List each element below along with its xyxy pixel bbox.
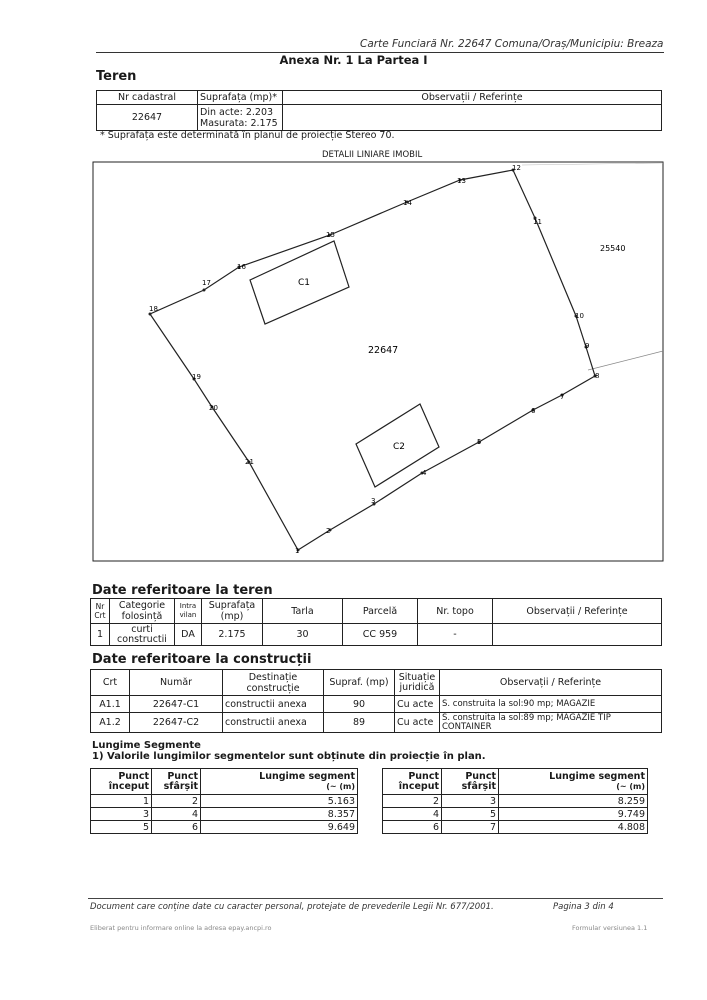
- col-categorie: Categorie folosință: [110, 599, 175, 624]
- building-label-c1: C1: [298, 278, 311, 288]
- col-suprafata: Suprafața (mp)*: [198, 91, 283, 105]
- date-teren-title: Date referitoare la teren: [92, 583, 273, 598]
- seg-length: 4.808: [499, 821, 648, 834]
- col-lungime: [201, 769, 358, 795]
- col-nr-topo: Nr. topo: [418, 599, 493, 624]
- segmente-note: 1) Valorile lungimilor segmentelor sunt obținute din proiecție în plan.: [92, 751, 486, 762]
- constr-destinatie: constructii anexa: [223, 696, 324, 713]
- plan-title: DETALII LINIARE IMOBIL: [322, 150, 423, 160]
- point-label: 12: [512, 164, 521, 172]
- neighbor-line: [588, 351, 663, 370]
- seg-end: 3: [442, 795, 499, 808]
- footer-disclaimer: Document care conține date cu caracter personal, protejate de prevederile Legii Nr. 677/2001.: [90, 902, 494, 912]
- page-number: Pagina 3 din 4: [553, 902, 614, 912]
- point-label: 5: [477, 438, 482, 446]
- col-nr-crt: Nr Crt: [91, 599, 110, 624]
- date-constructii-table: [90, 669, 662, 733]
- neighbor-line: [522, 163, 663, 165]
- col-lungime-label: Lungime segment: [549, 770, 645, 782]
- constr-crt: A1.1: [91, 696, 130, 713]
- col-suprafata-mp: Suprafața (mp): [202, 599, 263, 624]
- row-nr-topo: -: [418, 624, 493, 646]
- point-label: 6: [531, 407, 536, 415]
- table-row: [383, 808, 648, 821]
- carte-funciara-header: Carte Funciară Nr. 22647 Comuna/Oraș/Municipiu: Breaza: [360, 38, 664, 50]
- seg-length: 5.163: [201, 795, 358, 808]
- neighbor-label: 25540: [600, 244, 626, 253]
- row-categorie: curti constructii: [110, 624, 175, 646]
- parcel-boundary: [150, 170, 595, 550]
- row-observatii: [493, 624, 662, 646]
- date-constructii-title: Date referitoare la construcții: [92, 652, 312, 667]
- col-punct-inceput: Punct început: [383, 769, 442, 795]
- point-label: 3: [371, 497, 376, 505]
- footer-form-version: Formular versiunea 1.1: [572, 924, 648, 932]
- seg-length: 9.649: [201, 821, 358, 834]
- row-suprafata: 2.175: [202, 624, 263, 646]
- table-row: [91, 713, 662, 733]
- seg-end: 6: [152, 821, 201, 834]
- col-lungime-label: Lungime segment: [259, 770, 355, 782]
- col-punct-inceput: Punct început: [91, 769, 152, 795]
- row-tarla: 30: [263, 624, 343, 646]
- constr-situatie: Cu acte: [395, 696, 440, 713]
- constr-numar: 22647-C1: [130, 696, 223, 713]
- seg-end: 5: [442, 808, 499, 821]
- plan-drawing: [92, 161, 664, 562]
- seg-length: 8.259: [499, 795, 648, 808]
- segmente-table-left: [90, 768, 358, 834]
- col-punct-sfarsit: Punct sfârșit: [152, 769, 201, 795]
- table-row: [91, 696, 662, 713]
- constr-supraf: 90: [324, 696, 395, 713]
- row-intravilan: DA: [175, 624, 202, 646]
- col-observatii-teren: Observații / Referințe: [493, 599, 662, 624]
- stereo-footnote: * Suprafața este determinată în planul de proiecție Stereo 70.: [100, 130, 395, 141]
- seg-start: 1: [91, 795, 152, 808]
- vertex-marker: [203, 289, 206, 292]
- col-lungime: [499, 769, 648, 795]
- point-label: 10: [575, 312, 584, 320]
- col-intravilan: Intra vilan: [175, 599, 202, 624]
- point-label: 18: [149, 305, 158, 313]
- masurata: Masurata: 2.175: [200, 117, 278, 129]
- point-label: 9: [585, 342, 590, 350]
- col-punct-sfarsit: Punct sfârșit: [442, 769, 499, 795]
- point-label: 11: [533, 218, 542, 226]
- segmente-table-right: [382, 768, 648, 834]
- footer-epay: Eliberat pentru informare online la adresa epay.ancpi.ro: [90, 924, 272, 932]
- parcel-label: 22647: [368, 345, 399, 356]
- point-label: 19: [192, 373, 201, 381]
- suprafata-value: [198, 105, 283, 131]
- constr-situatie: Cu acte: [395, 713, 440, 733]
- seg-start: 4: [383, 808, 442, 821]
- col-crt: Crt: [91, 670, 130, 696]
- point-label: 4: [422, 469, 427, 477]
- point-label: 2: [326, 527, 331, 535]
- col-parcela: Parcelă: [343, 599, 418, 624]
- nr-cadastral-value: 22647: [97, 105, 198, 131]
- point-label: 7: [560, 393, 565, 401]
- segmente-title: Lungime Segmente: [92, 740, 201, 751]
- seg-length: 8.357: [201, 808, 358, 821]
- seg-end: 7: [442, 821, 499, 834]
- building-label-c2: C2: [393, 442, 406, 452]
- teren-table: [96, 90, 662, 131]
- col-supraf: Supraf. (mp): [324, 670, 395, 696]
- row-nr: 1: [91, 624, 110, 646]
- col-lungime-unit: (~ (m): [616, 781, 645, 791]
- point-label: 17: [202, 279, 211, 287]
- point-label: 15: [326, 231, 335, 239]
- point-label: 16: [237, 263, 246, 271]
- col-lungime-unit: (~ (m): [326, 781, 355, 791]
- point-label: 1: [295, 547, 300, 555]
- date-teren-table: [90, 598, 662, 646]
- row-parcela: CC 959: [343, 624, 418, 646]
- seg-start: 2: [383, 795, 442, 808]
- constr-observatii: S. construita la sol:90 mp; MAGAZIE: [440, 696, 662, 713]
- col-numar: Număr: [130, 670, 223, 696]
- seg-end: 2: [152, 795, 201, 808]
- constr-destinatie: constructii anexa: [223, 713, 324, 733]
- col-nr-cadastral: Nr cadastral: [97, 91, 198, 105]
- col-observatii: Observații / Referințe: [283, 91, 662, 105]
- point-label: 13: [457, 177, 466, 185]
- observatii-value: [283, 105, 662, 131]
- seg-length: 9.749: [499, 808, 648, 821]
- teren-title: Teren: [96, 69, 137, 84]
- seg-start: 6: [383, 821, 442, 834]
- table-row: [91, 821, 358, 834]
- seg-start: 3: [91, 808, 152, 821]
- col-tarla: Tarla: [263, 599, 343, 624]
- annex-title: Anexa Nr. 1 La Partea I: [279, 53, 428, 67]
- seg-start: 5: [91, 821, 152, 834]
- constr-numar: 22647-C2: [130, 713, 223, 733]
- table-row: [91, 795, 358, 808]
- col-destinatie: Destinație construcție: [223, 670, 324, 696]
- table-row: [91, 808, 358, 821]
- constr-supraf: 89: [324, 713, 395, 733]
- point-label: 20: [209, 404, 218, 412]
- table-row: [383, 821, 648, 834]
- point-label: 14: [403, 199, 412, 207]
- footer-rule: [88, 898, 663, 899]
- din-acte: Din acte: 2.203: [200, 106, 274, 118]
- col-situatie: Situație juridică: [395, 670, 440, 696]
- col-observatii-constr: Observații / Referințe: [440, 670, 662, 696]
- point-label: 21: [245, 458, 254, 466]
- seg-end: 4: [152, 808, 201, 821]
- table-row: [383, 795, 648, 808]
- constr-observatii: S. construita la sol:89 mp; MAGAZIE TIP CONTAINER: [440, 713, 662, 733]
- point-label: 8: [595, 372, 600, 380]
- constr-crt: A1.2: [91, 713, 130, 733]
